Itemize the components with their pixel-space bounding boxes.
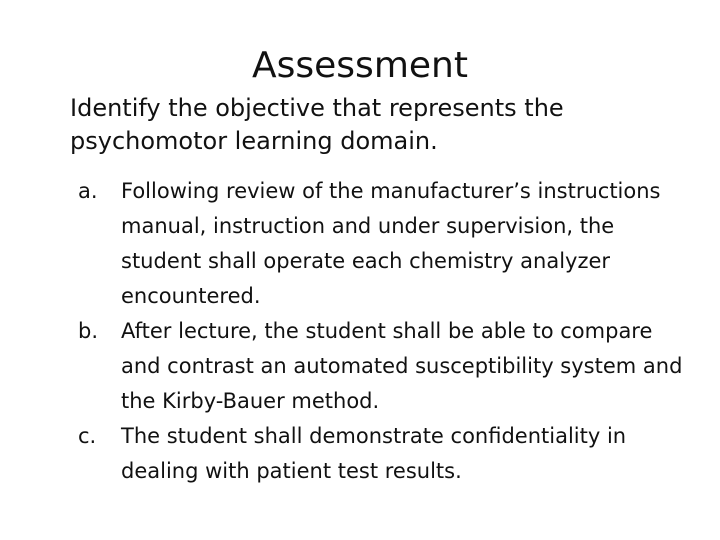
option-text-c: The student shall demonstrate confidentiality in dealing with patient test results. [121,424,627,483]
option-marker-a: a. [78,179,98,203]
option-text-b: After lecture, the student shall be able to compare and contrast an automated susceptibility system and the Kirby-Bauer method. [121,319,683,413]
answer-option-c [0,419,720,489]
option-text-a: Following review of the manufacturer’s instructions manual, instruction and under supervision, the student shall operate each chemistry analyzer encountered. [121,179,661,308]
answer-options-list [0,174,720,489]
slide-title: Assessment [252,45,468,86]
option-marker-c: c. [78,424,97,448]
answer-option-b [0,314,720,419]
question-text: Identify the objective that represents the psychomotor learning domain. [70,94,564,155]
answer-option-a [0,174,720,314]
option-marker-b: b. [78,319,99,343]
